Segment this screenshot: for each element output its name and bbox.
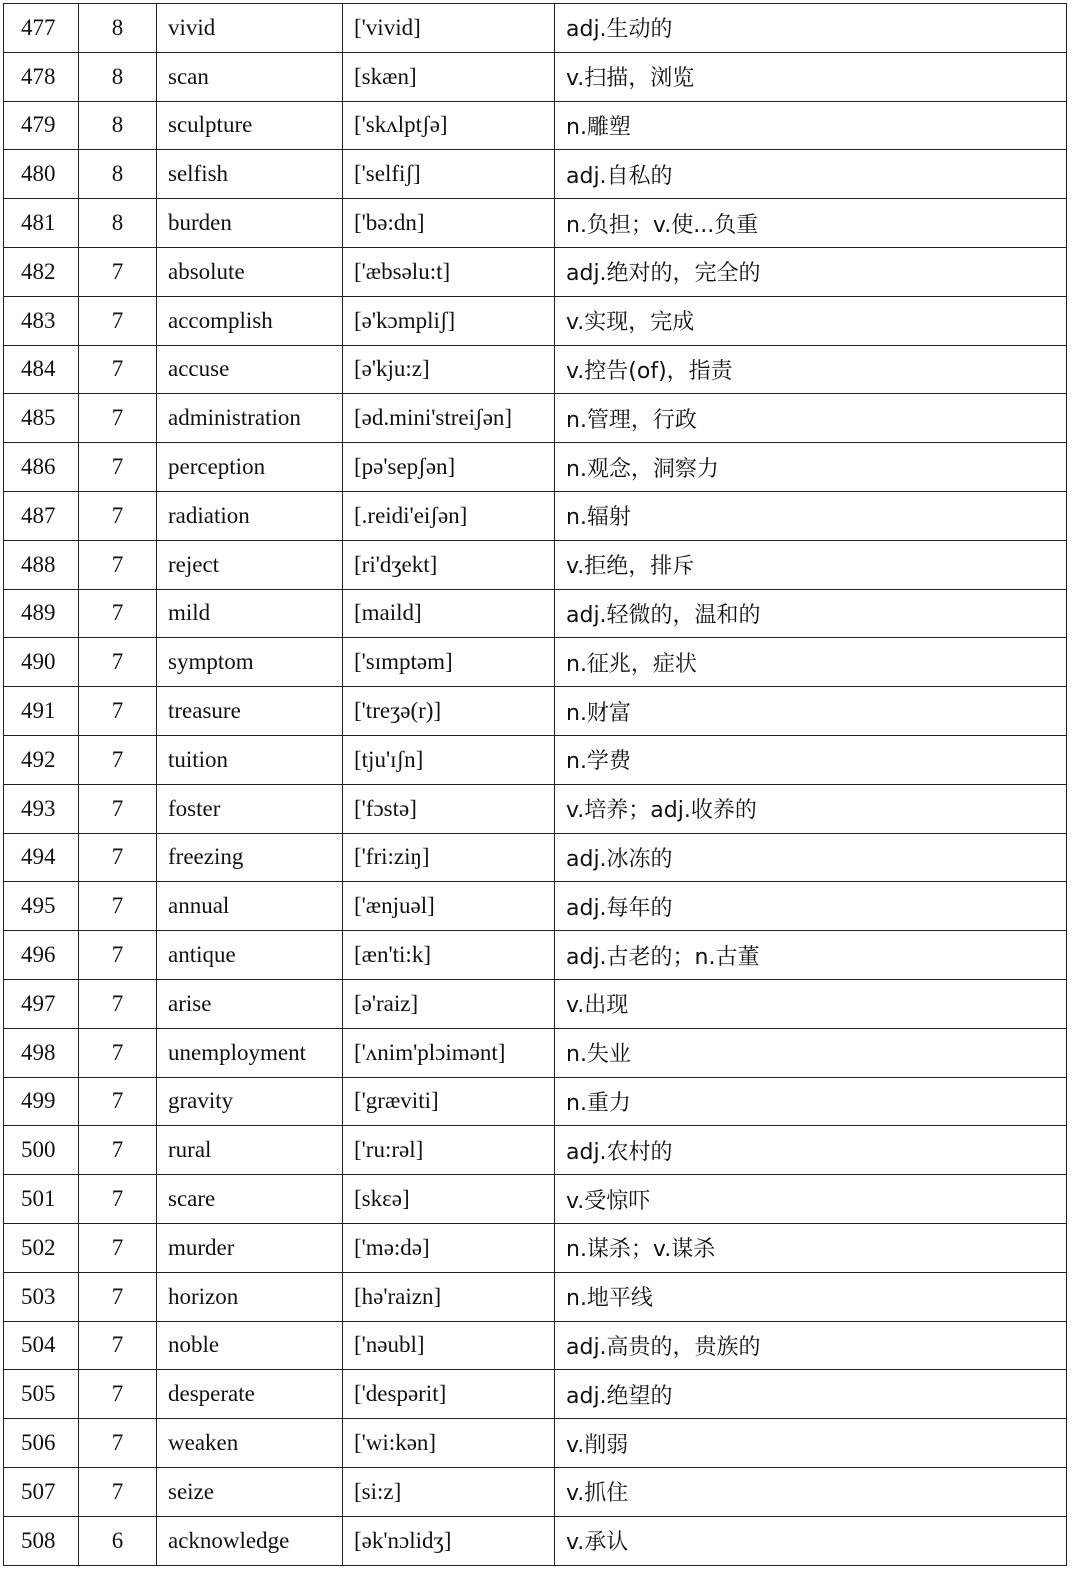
phonetic-cell: ['æbsəlu:t] <box>343 247 555 296</box>
definition-cell: n.辐射 <box>555 491 1067 540</box>
table-row <box>4 735 1067 784</box>
frequency-count: 7 <box>79 1077 157 1126</box>
entry-number: 478 <box>4 52 79 101</box>
entry-number: 485 <box>4 394 79 443</box>
word-cell: noble <box>157 1321 343 1370</box>
table-row <box>4 1077 1067 1126</box>
entry-number: 499 <box>4 1077 79 1126</box>
table-row <box>4 296 1067 345</box>
phonetic-cell: ['despərit] <box>343 1370 555 1419</box>
frequency-count: 7 <box>79 735 157 784</box>
phonetic-cell: [ə'kju:z] <box>343 345 555 394</box>
frequency-count: 8 <box>79 199 157 248</box>
definition-cell: v.削弱 <box>555 1419 1067 1468</box>
word-cell: scare <box>157 1175 343 1224</box>
phonetic-cell: ['ʌnim'plɔimənt] <box>343 1028 555 1077</box>
phonetic-cell: [ri'dʒekt] <box>343 540 555 589</box>
vocabulary-table <box>3 3 1067 1566</box>
table-row <box>4 1028 1067 1077</box>
table-row <box>4 638 1067 687</box>
table-row <box>4 247 1067 296</box>
word-cell: acknowledge <box>157 1516 343 1565</box>
definition-cell: v.扫描，浏览 <box>555 52 1067 101</box>
entry-number: 489 <box>4 589 79 638</box>
phonetic-cell: ['sɪmptəm] <box>343 638 555 687</box>
phonetic-cell: ['fri:ziŋ] <box>343 833 555 882</box>
definition-cell: n.重力 <box>555 1077 1067 1126</box>
table-row <box>4 345 1067 394</box>
frequency-count: 7 <box>79 296 157 345</box>
definition-cell: v.出现 <box>555 979 1067 1028</box>
word-cell: burden <box>157 199 343 248</box>
table-row <box>4 1419 1067 1468</box>
entry-number: 500 <box>4 1126 79 1175</box>
frequency-count: 7 <box>79 784 157 833</box>
table-row <box>4 101 1067 150</box>
word-cell: perception <box>157 443 343 492</box>
word-cell: absolute <box>157 247 343 296</box>
word-cell: annual <box>157 882 343 931</box>
frequency-count: 7 <box>79 1272 157 1321</box>
table-row <box>4 443 1067 492</box>
definition-cell: v.培养；adj.收养的 <box>555 784 1067 833</box>
word-cell: mild <box>157 589 343 638</box>
entry-number: 488 <box>4 540 79 589</box>
entry-number: 507 <box>4 1467 79 1516</box>
entry-number: 487 <box>4 491 79 540</box>
table-row <box>4 1321 1067 1370</box>
definition-cell: n.观念，洞察力 <box>555 443 1067 492</box>
word-cell: vivid <box>157 4 343 53</box>
definition-cell: n.征兆，症状 <box>555 638 1067 687</box>
table-row <box>4 833 1067 882</box>
word-cell: gravity <box>157 1077 343 1126</box>
table-row <box>4 1516 1067 1565</box>
table-row <box>4 784 1067 833</box>
definition-cell: adj.轻微的，温和的 <box>555 589 1067 638</box>
word-cell: reject <box>157 540 343 589</box>
word-cell: freezing <box>157 833 343 882</box>
table-row <box>4 1223 1067 1272</box>
frequency-count: 7 <box>79 443 157 492</box>
entry-number: 480 <box>4 150 79 199</box>
frequency-count: 7 <box>79 882 157 931</box>
frequency-count: 7 <box>79 979 157 1028</box>
phonetic-cell: [hə'raizn] <box>343 1272 555 1321</box>
phonetic-cell: [skɛə] <box>343 1175 555 1224</box>
word-cell: accomplish <box>157 296 343 345</box>
frequency-count: 7 <box>79 833 157 882</box>
definition-cell: adj.高贵的，贵族的 <box>555 1321 1067 1370</box>
entry-number: 498 <box>4 1028 79 1077</box>
definition-cell: adj.生动的 <box>555 4 1067 53</box>
frequency-count: 7 <box>79 1126 157 1175</box>
word-cell: foster <box>157 784 343 833</box>
definition-cell: n.财富 <box>555 687 1067 736</box>
frequency-count: 7 <box>79 540 157 589</box>
word-cell: desperate <box>157 1370 343 1419</box>
phonetic-cell: [tju'ɪʃn] <box>343 735 555 784</box>
frequency-count: 7 <box>79 394 157 443</box>
frequency-count: 7 <box>79 687 157 736</box>
phonetic-cell: ['fɔstə] <box>343 784 555 833</box>
entry-number: 479 <box>4 101 79 150</box>
definition-cell: n.学费 <box>555 735 1067 784</box>
definition-cell: v.拒绝，排斥 <box>555 540 1067 589</box>
table-row <box>4 1272 1067 1321</box>
entry-number: 505 <box>4 1370 79 1419</box>
entry-number: 483 <box>4 296 79 345</box>
word-cell: antique <box>157 931 343 980</box>
phonetic-cell: [ək'nɔlidʒ] <box>343 1516 555 1565</box>
phonetic-cell: ['ru:rəl] <box>343 1126 555 1175</box>
entry-number: 494 <box>4 833 79 882</box>
phonetic-cell: ['bə:dn] <box>343 199 555 248</box>
definition-cell: adj.绝望的 <box>555 1370 1067 1419</box>
word-cell: scan <box>157 52 343 101</box>
vocabulary-table-body <box>4 4 1067 1566</box>
table-row <box>4 394 1067 443</box>
definition-cell: v.承认 <box>555 1516 1067 1565</box>
table-row <box>4 1467 1067 1516</box>
frequency-count: 7 <box>79 931 157 980</box>
word-cell: sculpture <box>157 101 343 150</box>
phonetic-cell: ['græviti] <box>343 1077 555 1126</box>
phonetic-cell: [pə'sepʃən] <box>343 443 555 492</box>
frequency-count: 7 <box>79 247 157 296</box>
phonetic-cell: ['wi:kən] <box>343 1419 555 1468</box>
table-row <box>4 882 1067 931</box>
definition-cell: adj.自私的 <box>555 150 1067 199</box>
definition-cell: v.受惊吓 <box>555 1175 1067 1224</box>
phonetic-cell: ['mə:də] <box>343 1223 555 1272</box>
definition-cell: adj.绝对的，完全的 <box>555 247 1067 296</box>
phonetic-cell: ['ænjuəl] <box>343 882 555 931</box>
table-row <box>4 491 1067 540</box>
definition-cell: n.地平线 <box>555 1272 1067 1321</box>
phonetic-cell: ['selfiʃ] <box>343 150 555 199</box>
table-row <box>4 4 1067 53</box>
word-cell: seize <box>157 1467 343 1516</box>
frequency-count: 7 <box>79 491 157 540</box>
word-cell: accuse <box>157 345 343 394</box>
phonetic-cell: [skæn] <box>343 52 555 101</box>
entry-number: 495 <box>4 882 79 931</box>
word-cell: selfish <box>157 150 343 199</box>
table-row <box>4 150 1067 199</box>
frequency-count: 8 <box>79 150 157 199</box>
word-cell: horizon <box>157 1272 343 1321</box>
word-cell: murder <box>157 1223 343 1272</box>
entry-number: 504 <box>4 1321 79 1370</box>
frequency-count: 7 <box>79 1467 157 1516</box>
definition-cell: adj.每年的 <box>555 882 1067 931</box>
entry-number: 482 <box>4 247 79 296</box>
frequency-count: 7 <box>79 1419 157 1468</box>
frequency-count: 7 <box>79 638 157 687</box>
frequency-count: 7 <box>79 1175 157 1224</box>
entry-number: 508 <box>4 1516 79 1565</box>
frequency-count: 8 <box>79 4 157 53</box>
definition-cell: adj.古老的；n.古董 <box>555 931 1067 980</box>
table-row <box>4 1370 1067 1419</box>
definition-cell: v.抓住 <box>555 1467 1067 1516</box>
table-row <box>4 931 1067 980</box>
frequency-count: 7 <box>79 1028 157 1077</box>
table-row <box>4 199 1067 248</box>
phonetic-cell: [æn'ti:k] <box>343 931 555 980</box>
table-row <box>4 979 1067 1028</box>
table-row <box>4 687 1067 736</box>
table-row <box>4 540 1067 589</box>
entry-number: 493 <box>4 784 79 833</box>
word-cell: symptom <box>157 638 343 687</box>
word-cell: administration <box>157 394 343 443</box>
word-cell: arise <box>157 979 343 1028</box>
word-cell: weaken <box>157 1419 343 1468</box>
table-row <box>4 1175 1067 1224</box>
word-cell: unemployment <box>157 1028 343 1077</box>
entry-number: 502 <box>4 1223 79 1272</box>
table-row <box>4 589 1067 638</box>
definition-cell: n.谋杀；v.谋杀 <box>555 1223 1067 1272</box>
phonetic-cell: ['skʌlptʃə] <box>343 101 555 150</box>
phonetic-cell: ['vivid] <box>343 4 555 53</box>
definition-cell: v.控告(of)，指责 <box>555 345 1067 394</box>
entry-number: 497 <box>4 979 79 1028</box>
entry-number: 484 <box>4 345 79 394</box>
frequency-count: 7 <box>79 345 157 394</box>
table-row <box>4 1126 1067 1175</box>
phonetic-cell: [.reidi'eiʃən] <box>343 491 555 540</box>
entry-number: 496 <box>4 931 79 980</box>
frequency-count: 7 <box>79 589 157 638</box>
phonetic-cell: ['nəubl] <box>343 1321 555 1370</box>
definition-cell: adj.冰冻的 <box>555 833 1067 882</box>
entry-number: 491 <box>4 687 79 736</box>
frequency-count: 6 <box>79 1516 157 1565</box>
phonetic-cell: [maild] <box>343 589 555 638</box>
frequency-count: 7 <box>79 1370 157 1419</box>
word-cell: rural <box>157 1126 343 1175</box>
word-cell: tuition <box>157 735 343 784</box>
entry-number: 501 <box>4 1175 79 1224</box>
frequency-count: 8 <box>79 101 157 150</box>
definition-cell: n.管理，行政 <box>555 394 1067 443</box>
definition-cell: n.雕塑 <box>555 101 1067 150</box>
phonetic-cell: [əd.mini'streiʃən] <box>343 394 555 443</box>
definition-cell: n.失业 <box>555 1028 1067 1077</box>
entry-number: 477 <box>4 4 79 53</box>
phonetic-cell: ['treʒə(r)] <box>343 687 555 736</box>
table-row <box>4 52 1067 101</box>
word-cell: radiation <box>157 491 343 540</box>
frequency-count: 7 <box>79 1321 157 1370</box>
definition-cell: v.实现，完成 <box>555 296 1067 345</box>
entry-number: 506 <box>4 1419 79 1468</box>
definition-cell: n.负担；v.使...负重 <box>555 199 1067 248</box>
definition-cell: adj.农村的 <box>555 1126 1067 1175</box>
phonetic-cell: [si:z] <box>343 1467 555 1516</box>
word-cell: treasure <box>157 687 343 736</box>
entry-number: 492 <box>4 735 79 784</box>
phonetic-cell: [ə'raiz] <box>343 979 555 1028</box>
frequency-count: 8 <box>79 52 157 101</box>
frequency-count: 7 <box>79 1223 157 1272</box>
entry-number: 503 <box>4 1272 79 1321</box>
entry-number: 481 <box>4 199 79 248</box>
entry-number: 490 <box>4 638 79 687</box>
phonetic-cell: [ə'kɔmpliʃ] <box>343 296 555 345</box>
entry-number: 486 <box>4 443 79 492</box>
